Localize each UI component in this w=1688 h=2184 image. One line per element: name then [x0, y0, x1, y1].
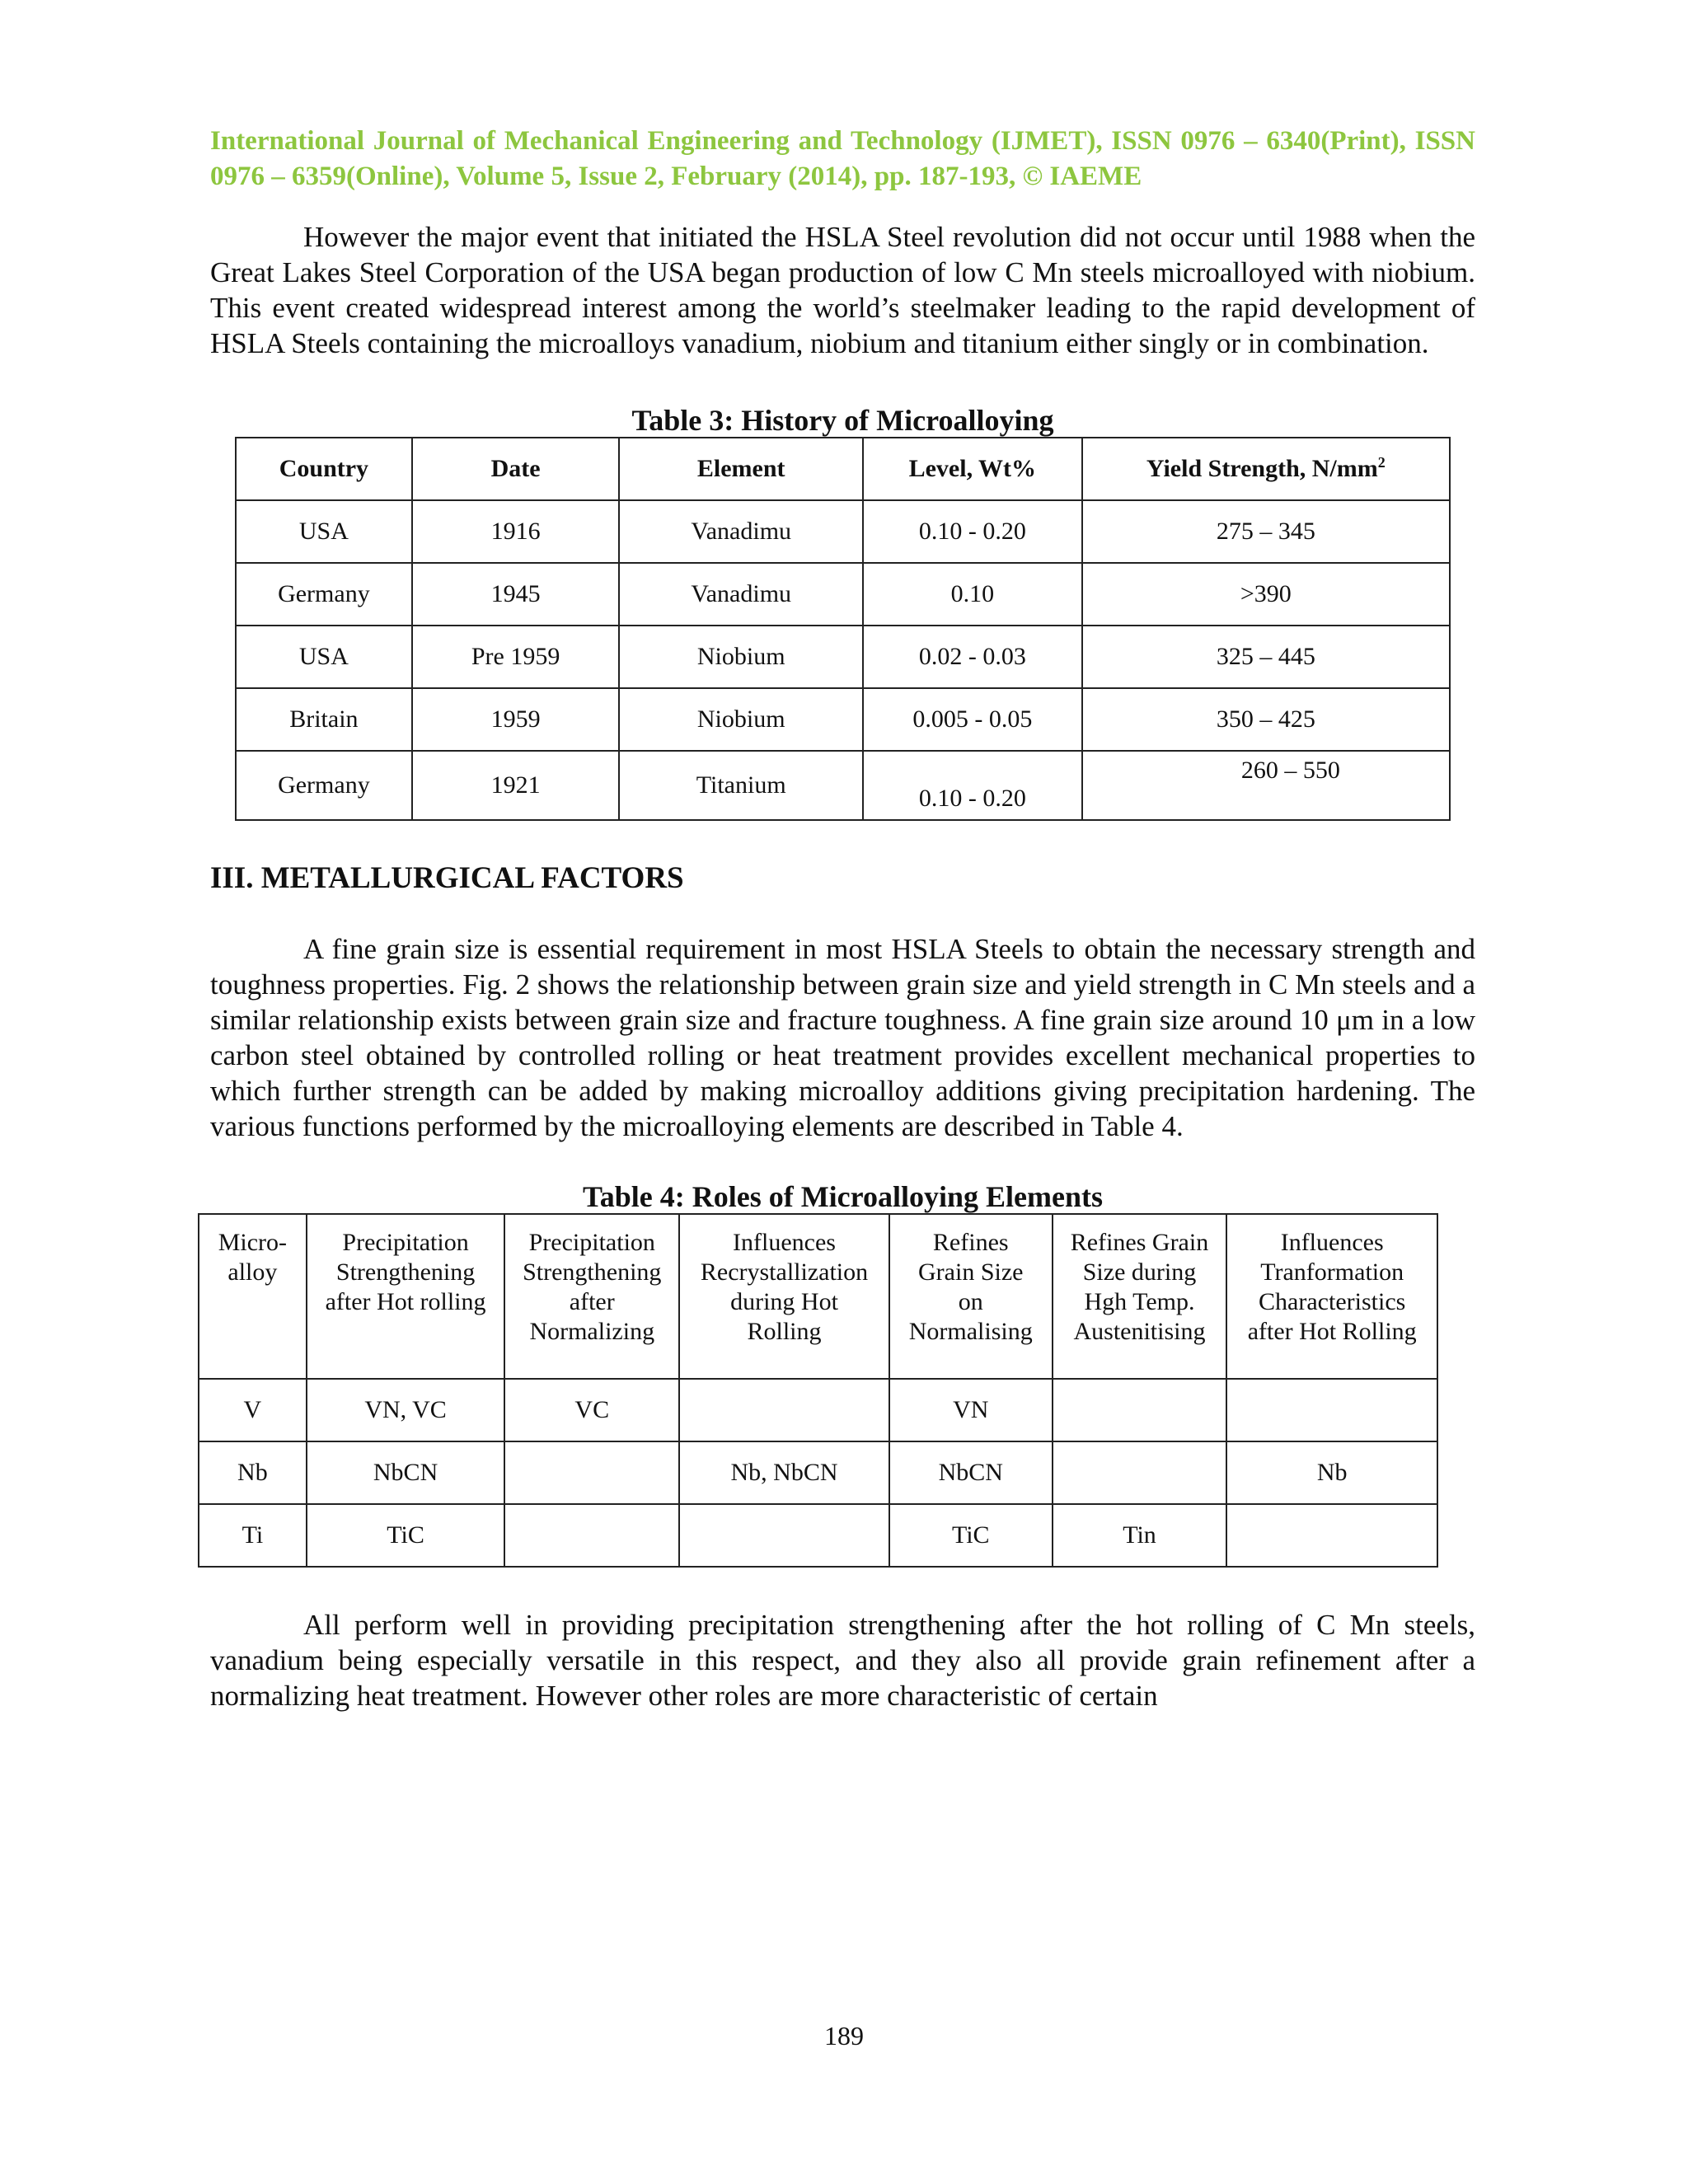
header-line: Influences	[1280, 1229, 1384, 1256]
table3-header-element: Element	[619, 438, 863, 500]
table4-cell	[1226, 1379, 1437, 1441]
table4-cell	[1053, 1379, 1227, 1441]
header-line: Size during	[1082, 1258, 1197, 1286]
table4-cell: TiC	[307, 1504, 505, 1567]
header-line: Austenitising	[1073, 1318, 1206, 1345]
table3-cell: Niobium	[619, 688, 863, 751]
header-line: during Hot	[730, 1288, 838, 1315]
table4-header-row	[199, 1214, 1437, 1379]
table3-cell: USA	[236, 626, 412, 688]
header-line: Grain Size	[918, 1258, 1024, 1286]
table3-cell: Pre 1959	[412, 626, 620, 688]
table3-cell: Germany	[236, 751, 412, 820]
yield-strength-label: Yield Strength, N/mm	[1146, 455, 1378, 482]
table4-header-precip-hot-rolling	[307, 1214, 505, 1379]
table3-cell: USA	[236, 500, 412, 563]
table4-cell: VN	[889, 1379, 1053, 1441]
journal-header: International Journal of Mechanical Engineering and Technology (IJMET), ISSN 0976 – 6340(Print), ISSN 0976 – 6359(Online), Volume 5, Issue 2, February (2014), pp. 187-193, © IAEME	[210, 126, 1475, 191]
paragraph-history: However the major event that initiated the HSLA Steel revolution did not occur until 1988 when the Great Lakes Steel Corporation of the USA began production of low C Mn steels microalloyed with niobium. This event created widespread interest among the world’s steelmaker leading to the rapid development of HSLA Steels containing the microalloys vanadium, niobium and titanium either singly or in combination.	[210, 221, 1475, 359]
table-row	[236, 500, 1450, 563]
table4-caption: Table 4: Roles of Microalloying Elements	[583, 1180, 1103, 1213]
table4-cell: VN, VC	[307, 1379, 505, 1441]
table3-header-date: Date	[412, 438, 620, 500]
header-line: Hgh Temp.	[1084, 1288, 1195, 1315]
table3-cell: 0.005 - 0.05	[863, 688, 1082, 751]
header-line: Characteristics	[1259, 1288, 1406, 1315]
table3-cell: Niobium	[619, 626, 863, 688]
header-line: on	[958, 1288, 983, 1315]
table4-cell: NbCN	[307, 1441, 505, 1504]
header-line: after	[569, 1288, 615, 1315]
table-row	[236, 626, 1450, 688]
page-number: 189	[824, 2021, 864, 2050]
header-line: after Hot Rolling	[1247, 1318, 1417, 1345]
table3-cell: 260 – 550	[1082, 751, 1450, 820]
table4-cell: TiC	[889, 1504, 1053, 1567]
table3-cell: Vanadimu	[619, 563, 863, 626]
table3-cell: 350 – 425	[1082, 688, 1450, 751]
table-history-of-microalloying	[235, 437, 1451, 821]
table3-header-country: Country	[236, 438, 412, 500]
table3-cell: 0.02 - 0.03	[863, 626, 1082, 688]
table-roles-of-microalloying-elements	[198, 1213, 1438, 1568]
table-row	[236, 688, 1450, 751]
table3-cell: 0.10	[863, 563, 1082, 626]
table4-header-precip-normalizing	[504, 1214, 679, 1379]
header-line: Refines Grain	[1070, 1229, 1209, 1256]
yield-strength-superscript: 2	[1377, 454, 1386, 471]
table4-cell: Nb	[1226, 1441, 1437, 1504]
table4-cell: Ti	[199, 1504, 307, 1567]
header-line: Recrystallization	[700, 1258, 869, 1286]
table3-cell: 1916	[412, 500, 620, 563]
table4-cell	[504, 1441, 679, 1504]
table4-cell: Nb	[199, 1441, 307, 1504]
table3-cell: 0.10 - 0.20	[863, 751, 1082, 820]
header-line: Tranformation	[1260, 1258, 1404, 1286]
table3-cell: 0.10 - 0.20	[863, 500, 1082, 563]
section-heading: III. METALLURGICAL FACTORS	[210, 861, 684, 895]
table-row	[236, 563, 1450, 626]
table4-cell: VC	[504, 1379, 679, 1441]
paragraph-metallurgical-factors: A fine grain size is essential requirement in most HSLA Steels to obtain the necessary strength and toughness properties. Fig. 2 shows the relationship between grain size and yield strength in C Mn steels and a similar relationship exists between grain size and fracture toughness. A fine grain size around 10 μm in a low carbon steel obtained by controlled rolling or heat treatment provides excellent mechanical properties to which further strength can be added by making microalloy additions giving precipitation hardening. The various functions performed by the microalloying elements are described in Table 4.	[210, 933, 1475, 1142]
table3-header-level: Level, Wt%	[863, 438, 1082, 500]
header-line: Precipitation	[342, 1229, 469, 1256]
table4-cell: Nb, NbCN	[679, 1441, 889, 1504]
header-line: alloy	[227, 1258, 278, 1286]
table3-cell: 1945	[412, 563, 620, 626]
table-row	[236, 751, 1450, 820]
table4-header-recrystallization	[679, 1214, 889, 1379]
table3-header-yield-strength	[1082, 438, 1450, 500]
table4-cell	[1053, 1441, 1227, 1504]
table4-cell: NbCN	[889, 1441, 1053, 1504]
table3-cell: 1921	[412, 751, 620, 820]
table3-caption: Table 3: History of Microalloying	[631, 404, 1054, 437]
table3-cell: Vanadimu	[619, 500, 863, 563]
paragraph-performance: All perform well in providing precipitation strengthening after the hot rolling of C Mn steels, vanadium being especially versatile in this respect, and they also all provide grain refinement after a normalizing heat treatment. However other roles are more characteristic of certain	[210, 1609, 1475, 1712]
table4-header-grain-size-austenitising	[1053, 1214, 1227, 1379]
table3-cell: >390	[1082, 563, 1450, 626]
table4-header-microalloy	[199, 1214, 307, 1379]
table3-cell: Germany	[236, 563, 412, 626]
header-line: Refines	[932, 1229, 1009, 1256]
table4-cell	[1226, 1504, 1437, 1567]
table4-cell	[679, 1379, 889, 1441]
header-line: Rolling	[747, 1318, 822, 1345]
table3-cell: 275 – 345	[1082, 500, 1450, 563]
table3-cell: 325 – 445	[1082, 626, 1450, 688]
header-line: Precipitation	[528, 1229, 655, 1256]
table4-header-grain-size-normalising	[889, 1214, 1053, 1379]
header-line: after Hot rolling	[325, 1288, 486, 1315]
table3-cell: 1959	[412, 688, 620, 751]
header-line: Influences	[733, 1229, 836, 1256]
header-line: Normalizing	[529, 1318, 655, 1345]
table3-cell: Britain	[236, 688, 412, 751]
table-row	[199, 1379, 1437, 1441]
table-row	[199, 1441, 1437, 1504]
table4-cell	[504, 1504, 679, 1567]
table4-cell: Tin	[1053, 1504, 1227, 1567]
table4-cell	[679, 1504, 889, 1567]
header-line: Normalising	[908, 1318, 1033, 1345]
header-line: Micro-	[218, 1229, 288, 1256]
table3-cell: Titanium	[619, 751, 863, 820]
header-line: Strengthening	[335, 1258, 476, 1286]
table-row	[199, 1504, 1437, 1567]
table4-cell: V	[199, 1379, 307, 1441]
header-line: Strengthening	[523, 1258, 662, 1286]
table3-header-row	[236, 438, 1450, 500]
page-content	[210, 124, 1475, 1713]
table4-header-transformation	[1226, 1214, 1437, 1379]
